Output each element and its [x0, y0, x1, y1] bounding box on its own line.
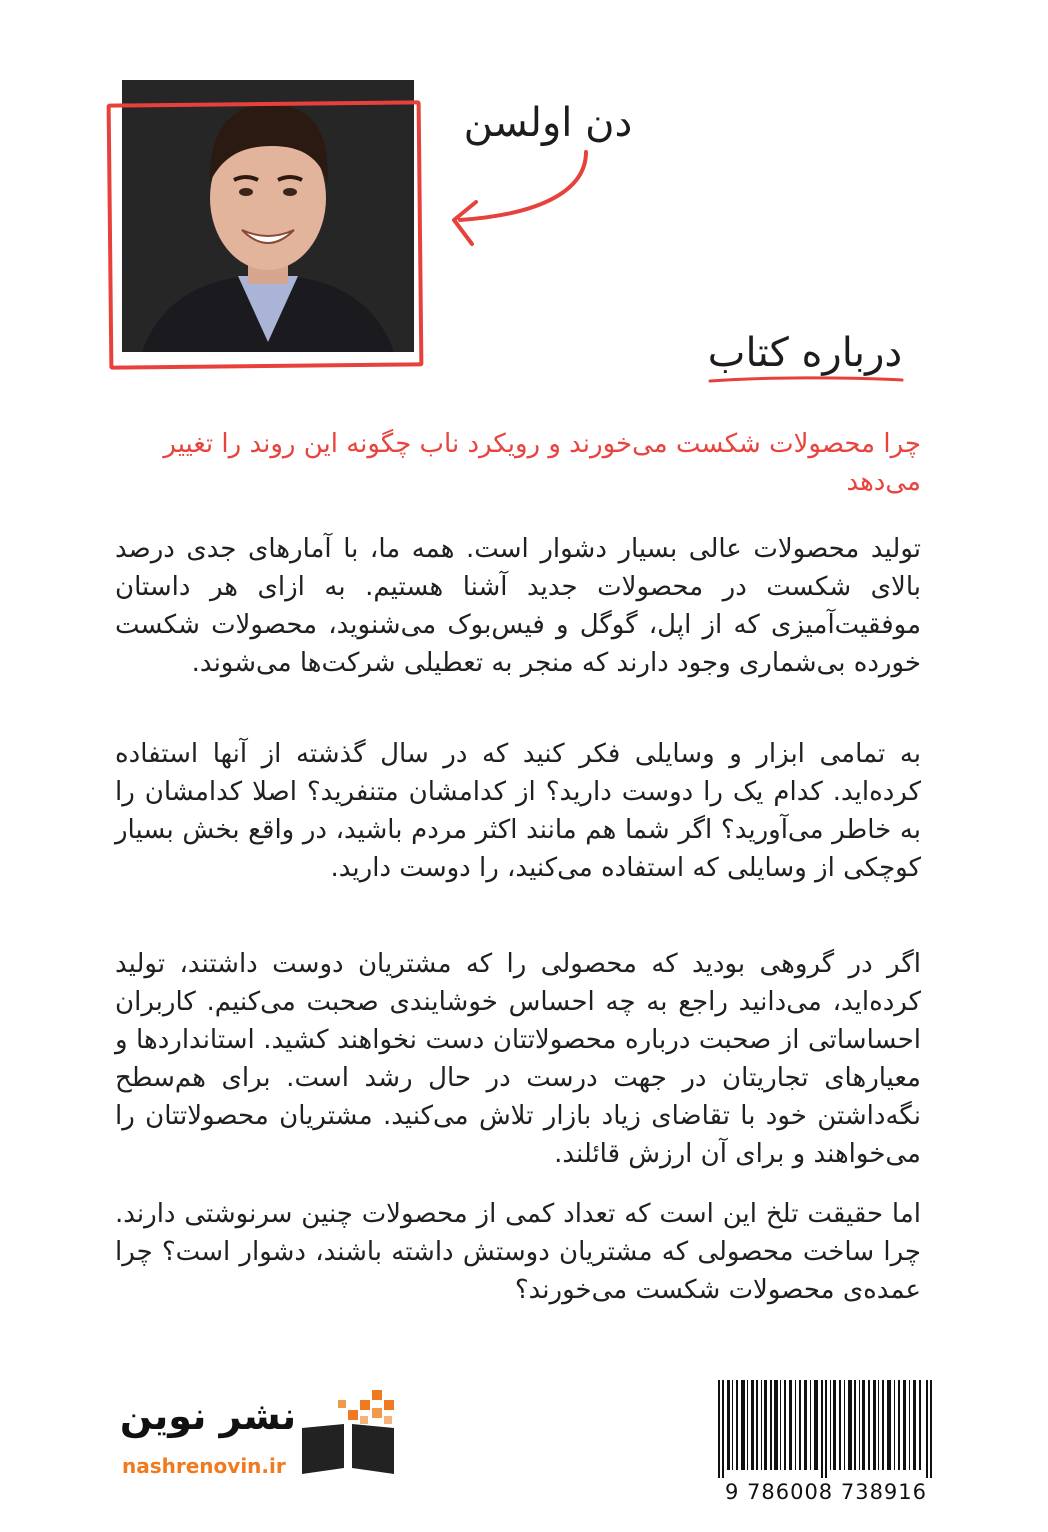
red-highlight-frame: [107, 100, 424, 369]
heading-underline: [706, 372, 906, 386]
paragraph-3: اگر در گروهی بودید که محصولی را که مشتریان دوست داشتند، تولید کرده‌اید، می‌دانید راجع به چه احساس خوشایندی صحبت می‌کنیم. کاربران احساساتی از صحبت درباره محصولاتتان دست نخواهند کشید. استانداردها و معیارهای تجاریتان در جهت درست در حال رشد است. برای هم‌سطح نگه‌داشتن خود با تقاضای زیاد بازار تلاش می‌کنید. مشتریان محصولاتتان را می‌خواهند و برای آن ارزش قائلند.: [115, 949, 921, 1169]
publisher-logo: [118, 1388, 418, 1508]
paragraph-2: به تمامی ابزار و وسایلی فکر کنید که در سال گذشته از آنها استفاده کرده‌اید. کدام یک را دوست دارید؟ از کدامشان متنفرید؟ اصلا کدامشان را به خاطر می‌آورید؟ اگر شما هم مانند اکثر مردم باشید، در واقع بخش بسیار کوچکی از وسایلی که استفاده می‌کنید، را دوست دارید.: [115, 739, 921, 883]
author-photo-block: [108, 78, 426, 368]
publisher-url: nashrenovin.ir: [122, 1454, 286, 1478]
paragraph-1: تولید محصولات عالی بسیار دشوار است. همه ما، با آمارهای جدی درصد بالای شکست در محصولات جدید آشنا هستیم. به ازای هر داستان موفقیت‌آمیزی که از اپل، گوگل و فیس‌بوک می‌شنوید، محصولات شکست خورده بی‌شماری وجود دارند که منجر به تعطیلی شرکت‌ها می‌شوند.: [115, 534, 921, 678]
arrow-icon: [436, 148, 606, 258]
publisher-name: نشر نوین: [119, 1394, 297, 1438]
barcode-icon: [716, 1380, 936, 1478]
author-name: دن اولسن: [463, 100, 633, 146]
book-pixel-logo-icon: [298, 1388, 398, 1478]
isbn-number: 9 786008 738916: [724, 1480, 928, 1504]
about-book-heading: درباره کتاب: [707, 330, 903, 376]
isbn-barcode: [716, 1380, 936, 1525]
book-subtitle: چرا محصولات شکست می‌خورند و رویکرد ناب چگونه این روند را تغییر می‌دهد: [163, 429, 921, 497]
paragraph-4: اما حقیقت تلخ این است که تعداد کمی از محصولات چنین سرنوشتی دارند. چرا ساخت محصولی که مشتریان دوستش داشته باشند، دشوار است؟ چرا عمده‌ی محصولات شکست می‌خورند؟: [115, 1199, 921, 1305]
